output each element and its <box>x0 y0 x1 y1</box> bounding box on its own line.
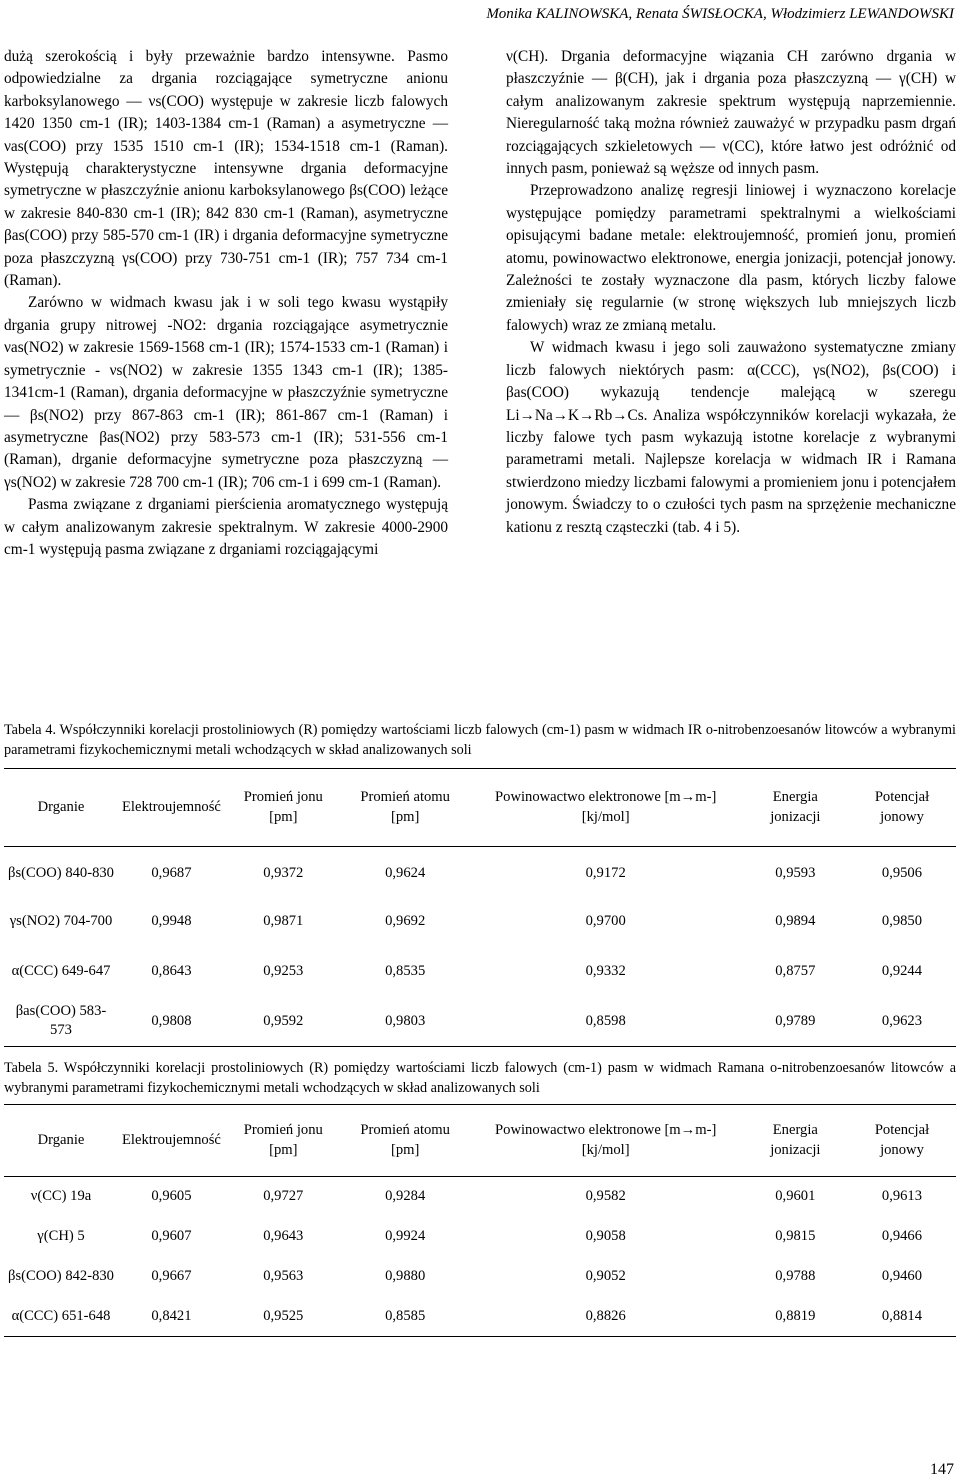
table-cell: γs(NO2) 704-700 <box>9 912 113 929</box>
paragraph: W widmach kwasu i jego soli zauważono systematyczne zmiany liczb falowych niektórych pasm: α(CCC), γs(NO2), βs(COO) i βas(COO) wykazują tendencje malejącą w szeregu Li→Na→K→Rb→Cs. Analiza współczynników korelacji wykazała, że liczby falowe tych pasm wykazują istotne korelacje z wybranymi parametrami metali. Najlepsze korelacja w widmach IR i Ramana stwierdzono miedzy liczbami falowymi a promieniem jonu i potencjałem jonowym. Świadczy to o czułości tych pasm na sprzężenie mechaniczne kationu z resztą cząsteczki (tab. 4 i 5). <box>506 339 956 536</box>
column-header: Powinowactwo elektronowe [m→m-] [kj/mol] <box>469 1105 743 1177</box>
table-cell: 0,9592 <box>225 997 342 1047</box>
text-column-left <box>4 46 448 561</box>
paragraph: Pasma związane z drganiami pierścienia aromatycznego występują w całym analizowanym zakresie spektralnym. W zakresie 4000-2900 cm-1 występują pasma związane z drganiami rozciągającymi <box>4 496 448 558</box>
table-cell: 0,9880 <box>385 1267 426 1284</box>
table-cell: 0,9466 <box>881 1227 923 1244</box>
table-cell: βas(COO) 583-573 <box>4 997 118 1047</box>
table-cell: 0,9593 <box>775 865 816 881</box>
table-cell: 0,9894 <box>775 912 816 929</box>
table-cell: 0,9871 <box>263 912 304 929</box>
table-cell: 0,9924 <box>385 1227 426 1244</box>
table-cell: 0,9582 <box>585 1188 626 1204</box>
running-header: Monika KALINOWSKA, Renata ŚWISŁOCKA, Włodzimierz LEWANDOWSKI <box>486 6 954 22</box>
column-header: Energia jonizacji <box>743 769 848 847</box>
table-cell: 0,9808 <box>118 997 225 1047</box>
table-cell: γ(CH) 5 <box>37 1227 85 1244</box>
table-4 <box>4 768 956 1047</box>
paragraph: dużą szerokością i były przeważnie bardzo intensywne. Pasmo odpowiedzialne za drgania rozciągające symetryczne anionu karboksylanowego — νs(COO) występuje w zakresie liczb falowych 1420 1350 cm-1 (IR); 1403-1384 cm-1 (Raman) a asymetryczne — νas(COO) przy 1535 1510 cm-1 (IR); 1534-1518 cm-1 (Raman). Występują charakterystyczne intensywne drgania deformacyjne symetryczne w płaszczyźnie anionu karboksylanowego βs(COO) leżące w zakresie 840-830 cm-1 (IR); 842 830 cm-1 (Raman), asymetryczne βas(COO) przy 585-570 cm-1 (IR) i drgania deformacyjne symetryczne poza płaszczyzną γs(COO) przy 730-751 cm-1 (IR); 757 734 cm-1 (Raman). <box>4 48 448 290</box>
table-cell: 0,8585 <box>342 1297 469 1337</box>
table-row <box>4 847 956 897</box>
table-cell: 0,9624 <box>385 865 426 881</box>
paragraph: Przeprowadzono analizę regresji liniowej i wyznaczono korelacje występujące pomiędzy parametrami spektralnymi a wielkościami opisującymi badane metale: elektroujemność, promień jonu, promień atomu, powinowactwo elektronowe, energia jonizacji, potencjał jonowy. Zależności te zostały wyznaczone dla pasm, których liczby falowe zmieniały się regularnie (w stronę większych lub mniejszych liczb falowych) wraz ze zmianą metalu. <box>506 182 956 334</box>
table-row <box>4 1217 956 1257</box>
column-header: Elektroujemność <box>118 1105 225 1177</box>
table-row <box>4 1297 956 1337</box>
table-cell: 0,9563 <box>263 1267 304 1284</box>
table-cell: βs(COO) 840-830 <box>8 865 114 881</box>
column-header: Promień jonu [pm] <box>225 769 342 847</box>
table-cell: βs(COO) 842-830 <box>8 1267 114 1284</box>
column-header: Drganie <box>4 1105 118 1177</box>
table-cell: 0,9803 <box>342 997 469 1047</box>
table-cell: 0,9700 <box>585 912 626 929</box>
table-row <box>4 947 956 997</box>
table-cell: 0,8826 <box>469 1297 743 1337</box>
table-cell: 0,9372 <box>263 865 304 881</box>
table-cell: 0,9244 <box>881 962 923 979</box>
table-cell: ν(CC) 19a <box>30 1188 92 1204</box>
table-cell: 0,9506 <box>881 865 923 881</box>
table-header-row <box>4 769 956 847</box>
table-row <box>4 997 956 1047</box>
column-header: Promień jonu [pm] <box>225 1105 342 1177</box>
table-cell: α(CCC) 649-647 <box>11 962 111 979</box>
table-cell: 0,9332 <box>585 962 626 979</box>
table-cell: 0,9525 <box>225 1297 342 1337</box>
table-cell: 0,8535 <box>385 962 426 979</box>
table-cell: 0,9613 <box>881 1188 923 1204</box>
table-header-row <box>4 1105 956 1177</box>
table-4-caption: Tabela 4. Współczynniki korelacji prostoliniowych (R) pomiędzy wartościami liczb falowych (cm-1) pasm w widmach IR o-nitrobenzoesanów litowców a wybranymi parametrami fizykochemicznymi metali wchodzących w skład analizowanych soli <box>4 722 956 758</box>
column-header: Promień atomu [pm] <box>342 1105 469 1177</box>
table-cell: α(CCC) 651-648 <box>4 1297 118 1337</box>
column-header: Potencjał jonowy <box>848 1105 956 1177</box>
table-cell: 0,9172 <box>585 865 626 881</box>
table-cell: 0,9253 <box>263 962 304 979</box>
column-header: Energia jonizacji <box>743 1105 848 1177</box>
table-row <box>4 1257 956 1297</box>
table-cell: 0,8757 <box>775 962 816 979</box>
table-row <box>4 897 956 947</box>
table-cell: 0,9815 <box>775 1227 816 1244</box>
table-cell: 0,9667 <box>151 1267 192 1284</box>
table-cell: 0,8598 <box>469 997 743 1047</box>
column-header: Powinowactwo elektronowe [m→m-] [kj/mol] <box>469 769 743 847</box>
column-header: Elektroujemność <box>118 769 225 847</box>
table-cell: 0,9058 <box>585 1227 626 1244</box>
table-cell: 0,9460 <box>881 1267 923 1284</box>
table-cell: 0,8421 <box>118 1297 225 1337</box>
table-5-caption: Tabela 5. Współczynniki korelacji prostoliniowych (R) pomiędzy wartościami liczb falowych (cm-1) pasm w widmach Ramana o-nitrobenzoesanów litowców a wybranymi parametrami fizykochemicznymi metali wchodzących w skład analizowanych soli <box>4 1060 956 1096</box>
table-cell: 0,8814 <box>848 1297 956 1337</box>
table-cell: 0,9643 <box>263 1227 304 1244</box>
table-cell: 0,9052 <box>585 1267 626 1284</box>
table-row <box>4 1177 956 1217</box>
table-cell: 0,9727 <box>263 1188 304 1204</box>
column-header: Promień atomu [pm] <box>342 769 469 847</box>
page-number: 147 <box>930 1461 954 1478</box>
table-cell: 0,9788 <box>775 1267 816 1284</box>
table-cell: 0,9850 <box>881 912 923 929</box>
text-column-right <box>506 46 956 539</box>
table-cell: 0,9692 <box>385 912 426 929</box>
table-cell: 0,8819 <box>743 1297 848 1337</box>
table-5 <box>4 1104 956 1337</box>
table-cell: 0,9623 <box>848 997 956 1047</box>
table-cell: 0,9284 <box>385 1188 426 1204</box>
column-header: Drganie <box>4 769 118 847</box>
table-cell: 0,9789 <box>743 997 848 1047</box>
table-cell: 0,9601 <box>775 1188 816 1204</box>
table-cell: 0,9948 <box>151 912 192 929</box>
table-cell: 0,9605 <box>151 1188 192 1204</box>
table-cell: 0,9687 <box>151 865 192 881</box>
paragraph: Zarówno w widmach kwasu jak i w soli tego kwasu wystąpiły drgania grupy nitrowej -NO2: drgania rozciągające asymetrycznie νas(NO2) w zakresie 1569-1568 cm-1 (IR); 1574-1533 cm-1 (Raman) i symetrycznie - νs(NO2) w zakresie 1355 1343 cm-1 (IR); 1385-1341cm-1 (Raman), drgania deformacyjne w płaszczyźnie symetryczne — βs(NO2) przy 867-863 cm-1 (IR); 861-867 cm-1 (Raman) i asymetryczne βas(NO2) przy 583-573 cm-1 (IR); 531-556 cm-1 (Raman), drganie deformacyjne symetryczne poza płaszczyzną — γs(NO2) w zakresie 728 700 cm-1 (IR); 706 cm-1 i 699 cm-1 (Raman). <box>4 294 448 491</box>
table-cell: 0,8643 <box>151 962 192 979</box>
column-header: Potencjał jonowy <box>848 769 956 847</box>
table-cell: 0,9607 <box>151 1227 192 1244</box>
paragraph: ν(CH). Drgania deformacyjne wiązania CH zarówno drgania w płaszczyźnie — β(CH), jak i drgania poza płaszczyzną — γ(CH) w całym analizowanym zakresie spektrum występują naprzemiennie. Nieregularność taką można również zauważyć w przypadku pasm drgań rozciągających szkieletowych — ν(CC), które łatwo jest odróżnić od innych pasm, ponieważ są węższe od innych pasm. <box>506 48 956 178</box>
